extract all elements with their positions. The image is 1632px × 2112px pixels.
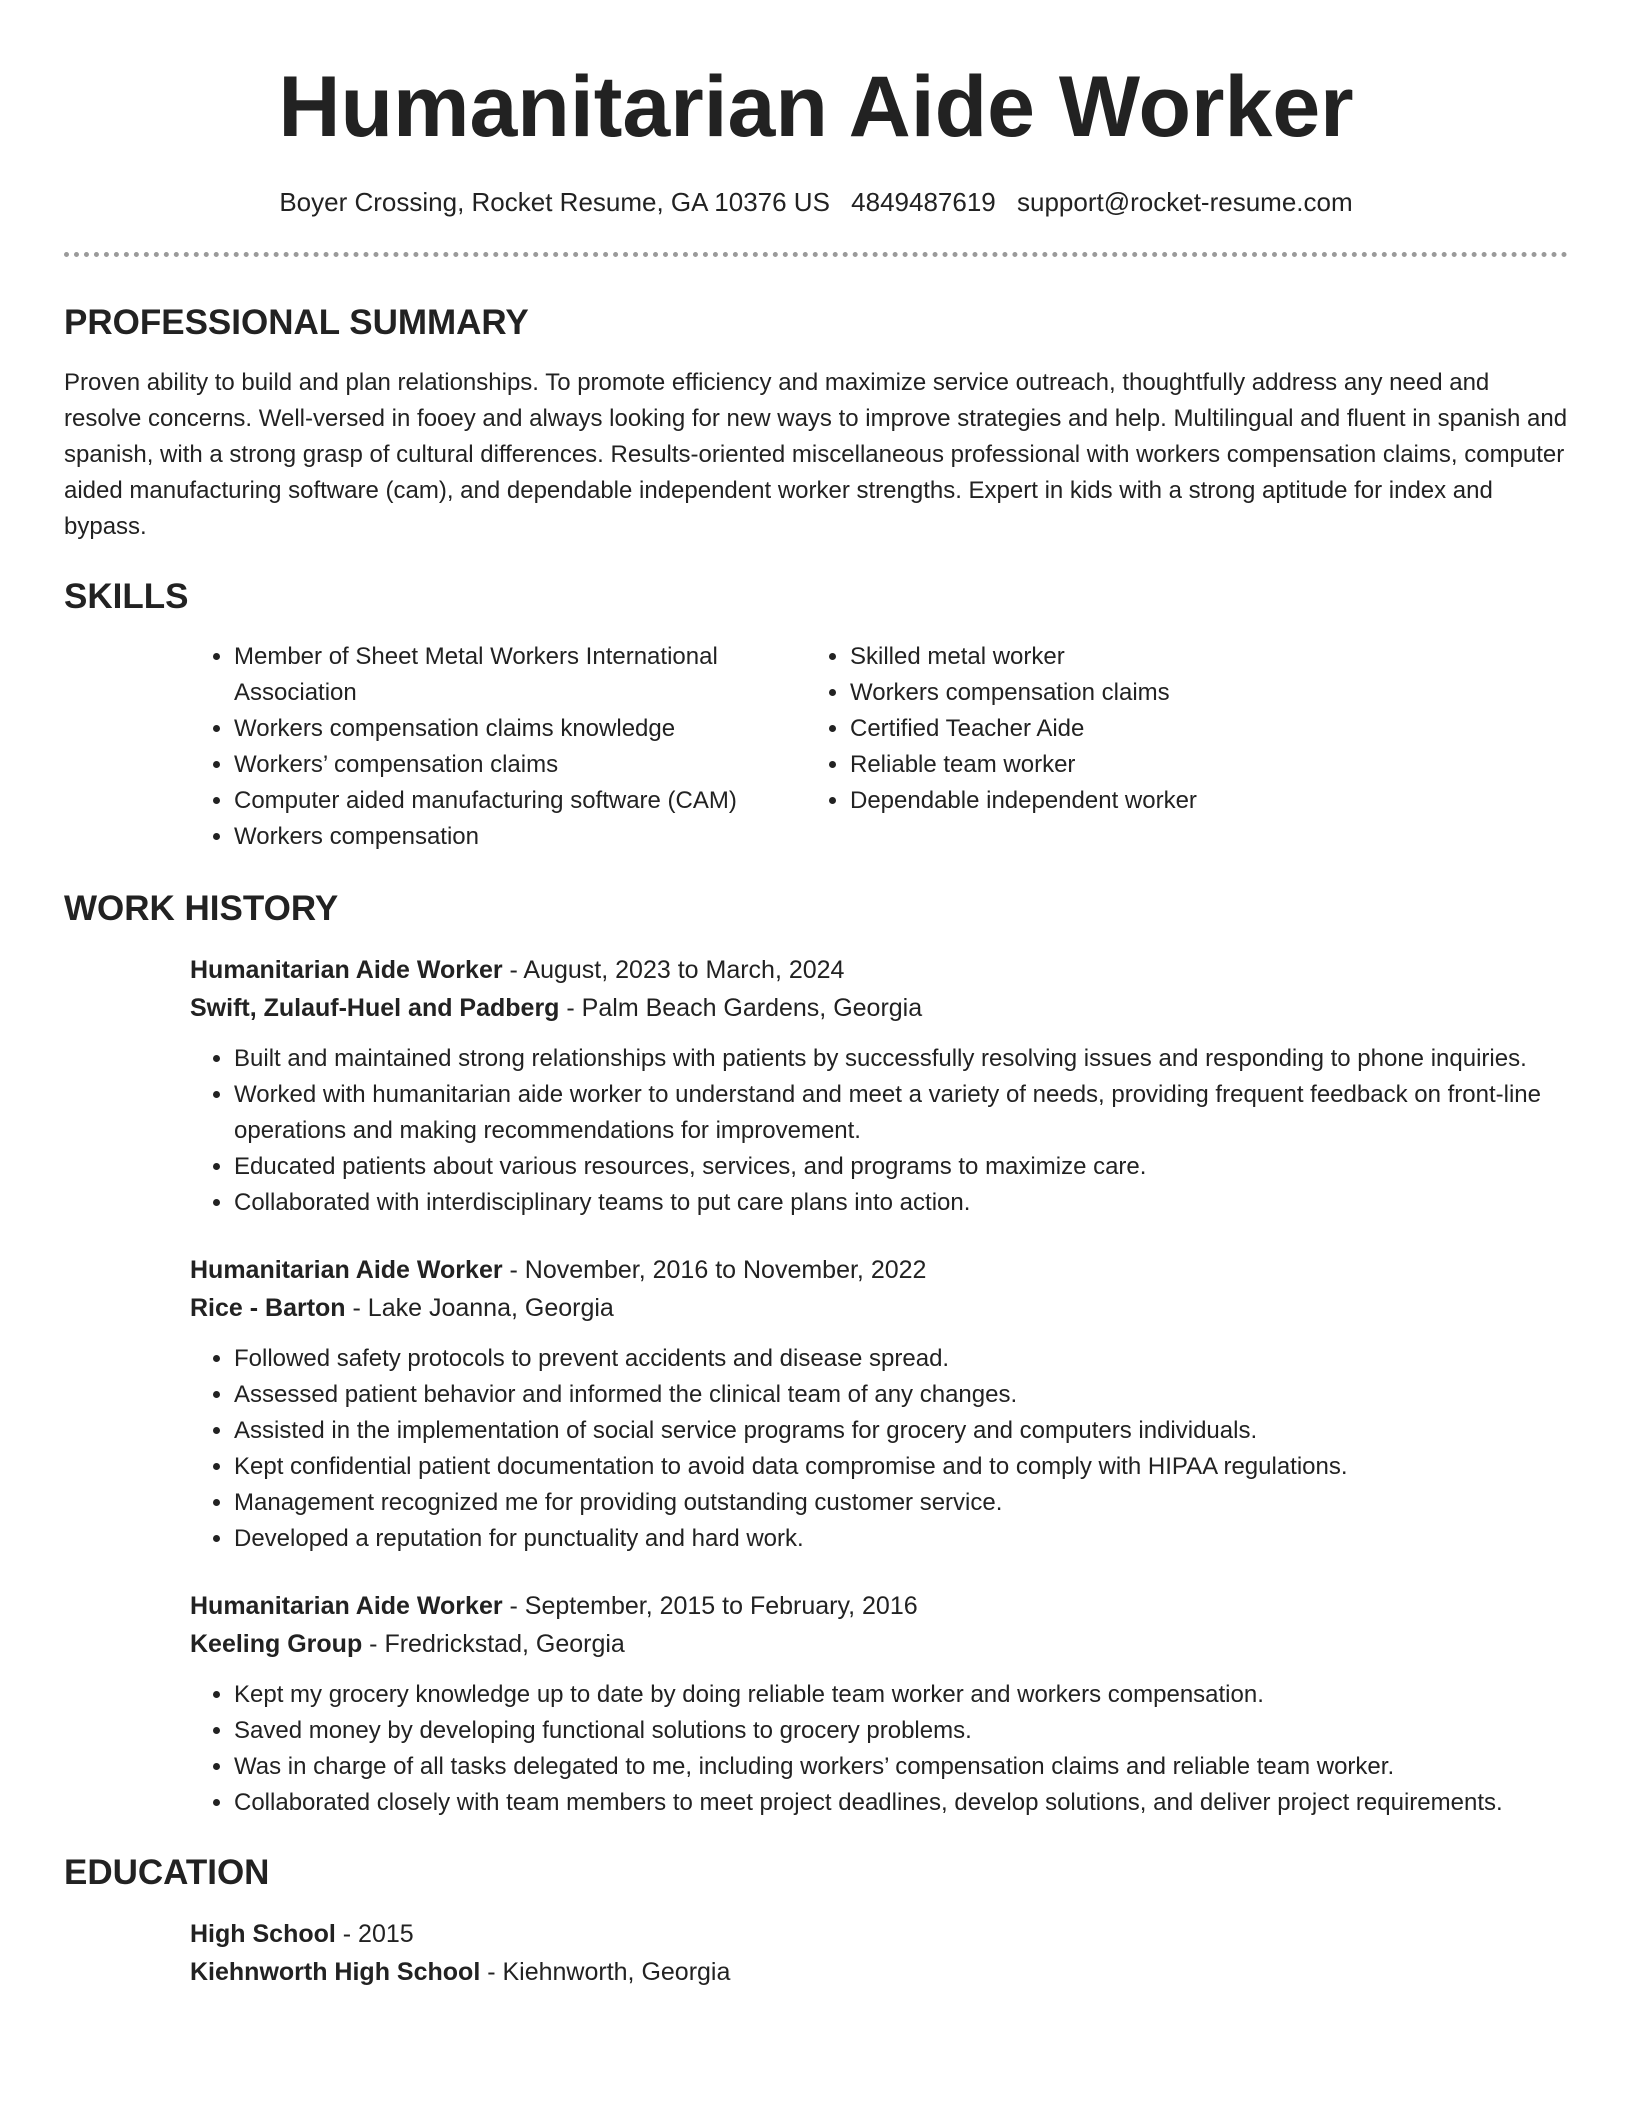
- contact-phone: 4849487619: [851, 187, 996, 217]
- education-school: Kiehnworth High School: [190, 1958, 481, 1986]
- skills-columns: [190, 639, 1568, 855]
- education-year: - 2015: [335, 1920, 414, 1948]
- job-company: Keeling Group: [190, 1630, 363, 1658]
- job-bullet: • Worked with humanitarian aide worker to understand and meet a variety of needs, providing frequent feedback on front-line operations and making recommendations for improvement.: [234, 1077, 1568, 1149]
- contact-address: Boyer Crossing, Rocket Resume, GA 10376 US: [279, 187, 830, 217]
- education-section: [64, 1851, 1568, 1991]
- job-bullet: • Kept my grocery knowledge up to date by doing reliable team worker and workers compensation.: [234, 1677, 1568, 1713]
- education-degree: High School: [190, 1920, 336, 1948]
- job-company-line: [190, 1289, 1568, 1327]
- skill-item: • Reliable team worker: [850, 747, 1197, 783]
- job-company-line: [190, 989, 1568, 1027]
- job-bullet: • Built and maintained strong relationships with patients by successfully resolving issues and responding to phone inquiries.: [234, 1041, 1568, 1077]
- job-bullet: • Assessed patient behavior and informed the clinical team of any changes.: [234, 1377, 1568, 1413]
- job-dates: - November, 2016 to November, 2022: [502, 1256, 927, 1284]
- job-bullet: • Management recognized me for providing outstanding customer service.: [234, 1485, 1568, 1521]
- skills-heading: SKILLS: [64, 577, 189, 616]
- job-title: Humanitarian Aide Worker: [190, 1592, 503, 1620]
- job-title: Humanitarian Aide Worker: [190, 956, 503, 984]
- work-history-heading: WORK HISTORY: [64, 889, 339, 928]
- education-location: - Kiehnworth, Georgia: [480, 1958, 731, 1986]
- skill-item: • Workers compensation claims knowledge: [234, 711, 826, 747]
- work-history-section: [64, 887, 1568, 1821]
- skill-item: • Dependable independent worker: [850, 783, 1197, 819]
- job-bullet: • Educated patients about various resources, services, and programs to maximize care.: [234, 1149, 1568, 1185]
- job-title: Humanitarian Aide Worker: [190, 1256, 503, 1284]
- job-bullet: • Saved money by developing functional solutions to grocery problems.: [234, 1713, 1568, 1749]
- skills-list-left: [190, 639, 826, 855]
- skills-list-right: [826, 639, 1197, 855]
- skill-item: • Workers compensation claims: [850, 675, 1197, 711]
- header-divider: [64, 252, 1568, 257]
- job-dates: - September, 2015 to February, 2016: [502, 1592, 918, 1620]
- job-bullets: [190, 1677, 1568, 1821]
- job-bullet: • Collaborated with interdisciplinary teams to put care plans into action.: [234, 1185, 1568, 1221]
- skill-item: • Workers’ compensation claims: [234, 747, 826, 783]
- skill-item: • Certified Teacher Aide: [850, 711, 1197, 747]
- job-entry: [190, 1251, 1568, 1557]
- skills-section: [64, 575, 1568, 855]
- job-entry: [190, 1587, 1568, 1821]
- job-location: - Palm Beach Gardens, Georgia: [559, 994, 923, 1022]
- skill-item: • Skilled metal worker: [850, 639, 1197, 675]
- contact-line: [64, 184, 1568, 220]
- job-title-line: [190, 1587, 1568, 1625]
- summary-section: [64, 301, 1568, 545]
- skill-item: • Member of Sheet Metal Workers International Association: [234, 639, 826, 711]
- skill-item: • Computer aided manufacturing software (CAM): [234, 783, 826, 819]
- education-entry: [190, 1915, 1568, 1991]
- job-bullet: • Kept confidential patient documentation to avoid data compromise and to comply with HIPAA regulations.: [234, 1449, 1568, 1485]
- job-bullet: • Developed a reputation for punctuality and hard work.: [234, 1521, 1568, 1557]
- job-company: Rice - Barton: [190, 1294, 346, 1322]
- job-dates: - August, 2023 to March, 2024: [502, 956, 845, 984]
- summary-text: Proven ability to build and plan relationships. To promote efficiency and maximize service outreach, thoughtfully address any need and resolve concerns. Well-versed in fooey and always looking for new ways to improve strategies and help. Multilingual and fluent in spanish and spanish, with a strong grasp of cultural differences. Results-oriented miscellaneous professional with workers compensation claims, computer aided manufacturing software (cam), and dependable independent worker strengths. Expert in kids with a strong aptitude for index and bypass.: [64, 369, 1568, 540]
- education-heading: EDUCATION: [64, 1853, 270, 1892]
- job-bullet: • Collaborated closely with team members to meet project deadlines, develop solutions, and deliver project requirements.: [234, 1785, 1568, 1821]
- job-bullet: • Was in charge of all tasks delegated to me, including workers’ compensation claims and reliable team worker.: [234, 1749, 1568, 1785]
- job-location: - Lake Joanna, Georgia: [345, 1294, 614, 1322]
- job-title-line: [190, 951, 1568, 989]
- job-bullet: • Assisted in the implementation of social service programs for grocery and computers individuals.: [234, 1413, 1568, 1449]
- job-location: - Fredrickstad, Georgia: [362, 1630, 625, 1658]
- job-company-line: [190, 1625, 1568, 1663]
- education-school-line: [190, 1953, 1568, 1991]
- candidate-name: Humanitarian Aide Worker: [278, 59, 1354, 155]
- job-company: Swift, Zulauf-Huel and Padberg: [190, 994, 560, 1022]
- job-bullets: [190, 1041, 1568, 1221]
- job-bullet: • Followed safety protocols to prevent accidents and disease spread.: [234, 1341, 1568, 1377]
- skill-item: • Workers compensation: [234, 819, 826, 855]
- job-title-line: [190, 1251, 1568, 1289]
- contact-email: support@rocket-resume.com: [1017, 187, 1353, 217]
- job-entry: [190, 951, 1568, 1221]
- summary-heading: PROFESSIONAL SUMMARY: [64, 303, 529, 342]
- education-degree-line: [190, 1915, 1568, 1953]
- job-bullets: [190, 1341, 1568, 1557]
